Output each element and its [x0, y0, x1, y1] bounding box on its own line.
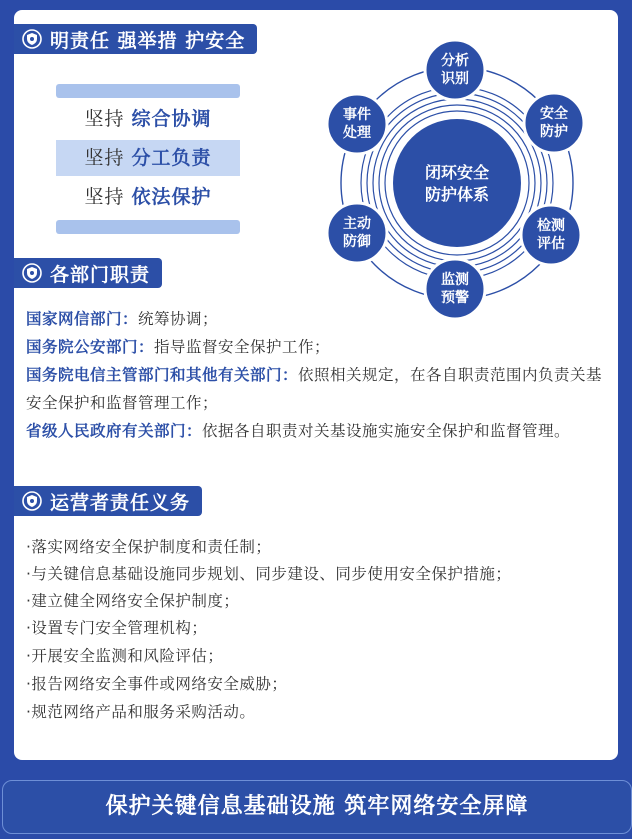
section-title: 各部门职责: [50, 263, 151, 286]
section-title: 明责任 强举措 护安全: [50, 29, 246, 52]
cycle-node-protection: 安全 防护: [540, 106, 568, 140]
duty-item: ·落实网络安全保护制度和责任制；: [26, 538, 272, 556]
duty-item: ·开展安全监测和风险评估；: [26, 647, 224, 665]
section-header-operators: [14, 486, 202, 516]
cycle-node-warning: 监测 预警: [441, 272, 469, 306]
principle-item: 坚持 综合协调: [84, 108, 212, 130]
shield-icon: [22, 29, 42, 49]
principle-item: 坚持 分工负责: [56, 140, 240, 176]
section-header-departments: [14, 258, 162, 288]
department-item: 国家网信部门：统筹协调；: [26, 310, 219, 328]
shield-icon: [22, 263, 42, 283]
principles-list: [56, 84, 240, 234]
cycle-center-label: 闭环安全 防护体系: [424, 163, 489, 204]
cycle-node-assessment: 检测 评估: [537, 218, 565, 252]
duty-item: ·报告网络安全事件或网络安全威胁；: [26, 675, 288, 693]
cycle-node-incident: 事件 处理: [343, 107, 371, 141]
duty-item: ·与关键信息基础设施同步规划、同步建设、同步使用安全保护措施；: [26, 565, 512, 583]
section-title: 运营者责任义务: [50, 491, 191, 514]
security-cycle-diagram: [300, 38, 618, 318]
divider: [56, 220, 240, 234]
department-item: 国务院电信主管部门和其他有关部门：依照相关规定，在各自职责范围内负责关基安全保护和监督管理工作；: [26, 366, 603, 412]
duty-item: ·建立健全网络安全保护制度；: [26, 592, 240, 610]
shield-icon: [22, 491, 42, 511]
footer-banner: 保护关键信息基础设施 筑牢网络安全屏障: [2, 780, 632, 834]
section-header-principles: [14, 24, 257, 54]
duty-item: ·规范网络产品和服务采购活动。: [26, 703, 256, 721]
department-item: 省级人民政府有关部门：依据各自职责对关基设施实施安全保护和监督管理。: [26, 422, 571, 440]
divider: [56, 84, 240, 98]
principle-item: 坚持 依法保护: [84, 186, 212, 208]
department-item: 国务院公安部门：指导监督安全保护工作；: [26, 338, 331, 356]
cycle-node-analysis: 分析 识别: [441, 53, 469, 87]
cycle-node-defense: 主动 防御: [343, 216, 371, 250]
duty-item: ·设置专门安全管理机构；: [26, 619, 208, 637]
